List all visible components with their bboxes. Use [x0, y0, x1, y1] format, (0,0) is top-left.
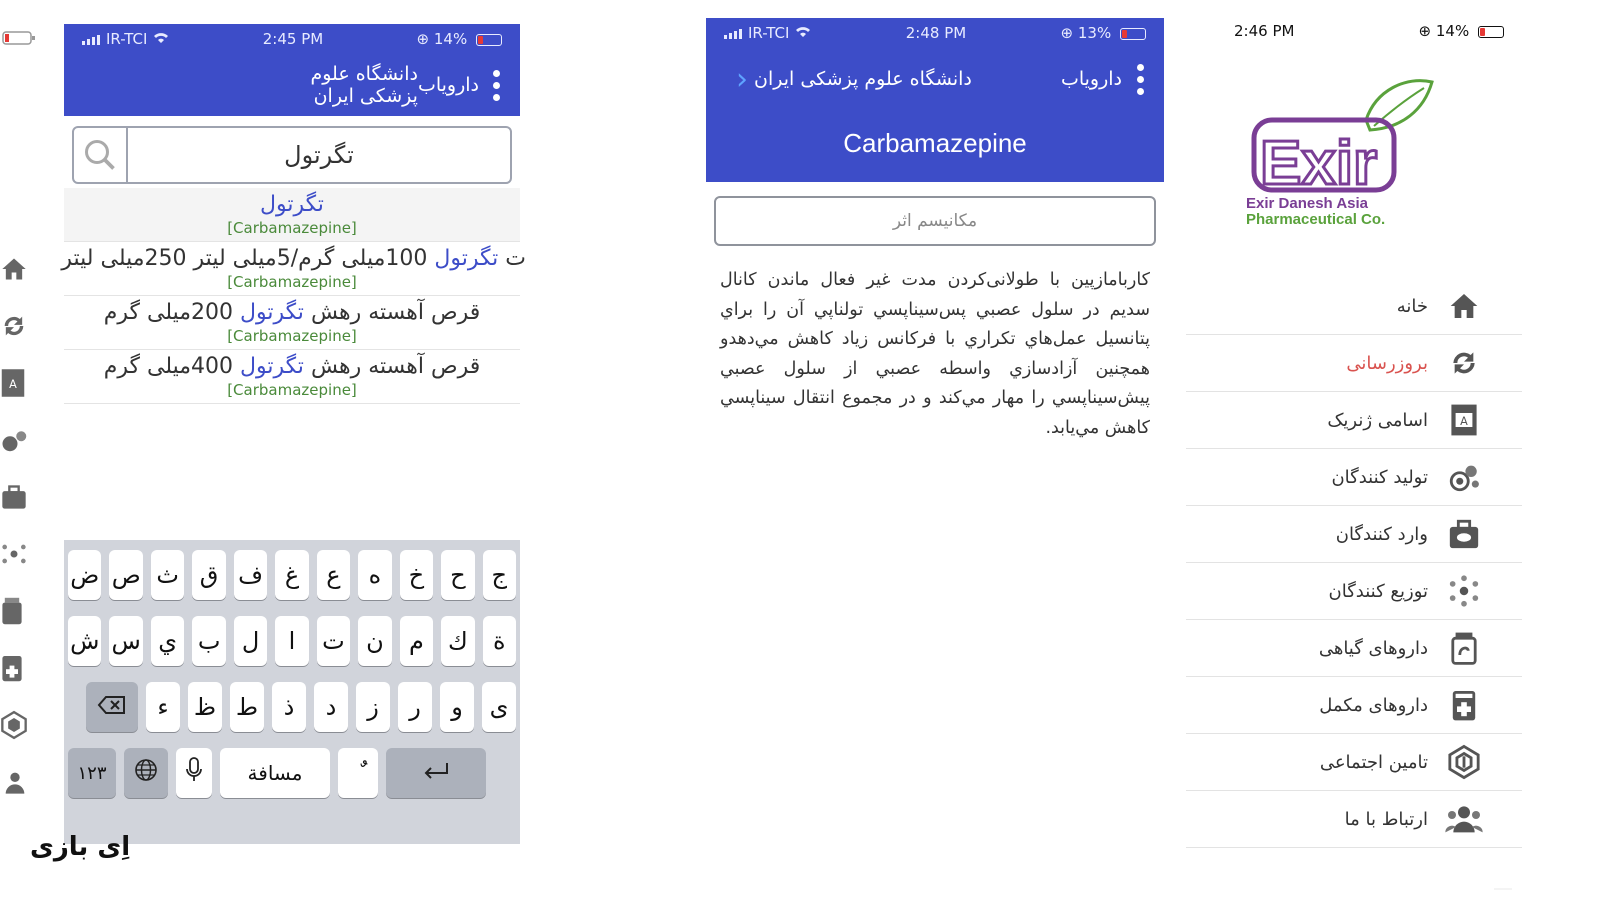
search-results-list	[61, 188, 526, 404]
numbers-key[interactable]: ۱۲۳	[68, 748, 116, 798]
menu-item-generic-names[interactable]	[1186, 392, 1522, 449]
refresh-icon	[0, 297, 40, 354]
menu-item-contact-us[interactable]	[1186, 791, 1522, 848]
result-item[interactable]	[61, 242, 526, 296]
result-item[interactable]	[64, 188, 520, 242]
keyboard-key[interactable]: ن	[358, 616, 391, 666]
network-icon	[0, 525, 40, 582]
keyboard-key[interactable]: خ	[400, 550, 433, 600]
status-time: 2:46 PM	[1234, 22, 1295, 40]
menu-item-label: داروهای مکمل	[1319, 694, 1428, 716]
keyboard-key[interactable]: ه	[358, 550, 391, 600]
globe-key[interactable]	[124, 748, 168, 798]
backspace-icon	[98, 693, 126, 721]
search-icon[interactable]	[74, 128, 128, 182]
menu-item-label: اسامی ژنریک	[1327, 409, 1428, 431]
keyboard-key[interactable]: ض	[68, 550, 101, 600]
menu-item-home[interactable]	[1186, 278, 1522, 335]
menu-item-label: بروزرسانی	[1346, 352, 1428, 374]
home-icon	[0, 240, 40, 297]
menu-item-label: داروهای گیاهی	[1318, 637, 1428, 659]
keyboard-key[interactable]: ت	[317, 616, 350, 666]
kebab-menu-icon[interactable]	[1136, 64, 1144, 95]
menu-item-label: وارد کنندگان	[1335, 523, 1428, 545]
result-suffix: 200میلی گرم	[103, 300, 234, 325]
return-key[interactable]	[386, 748, 486, 798]
result-brand: تگرتول	[260, 192, 324, 217]
menu-item-supplements[interactable]	[1186, 677, 1522, 734]
keyboard-key[interactable]: ل	[234, 616, 267, 666]
result-generic: [Carbamazepine]	[227, 381, 357, 399]
status-bar	[706, 18, 1164, 48]
keyboard-key[interactable]: ط	[230, 682, 264, 732]
mechanism-section-button[interactable]: مکانیسم اثر	[714, 196, 1156, 246]
svg-text:A: A	[9, 377, 17, 391]
insurance-shield-icon	[0, 696, 40, 753]
status-bar	[64, 24, 520, 54]
people-icon	[0, 753, 40, 810]
people-icon	[1446, 801, 1482, 837]
back-chevron-icon[interactable]: ‹	[736, 61, 748, 97]
space-key[interactable]: مسافة	[220, 748, 330, 798]
result-generic: [Carbamazepine]	[227, 327, 357, 345]
flask-icon	[0, 411, 40, 468]
status-time: 2:48 PM	[905, 24, 967, 42]
microphone-icon	[185, 757, 203, 789]
orientation-lock-icon: ⊕	[416, 30, 430, 48]
menu-item-label: تامین اجتماعی	[1319, 751, 1428, 773]
backspace-key[interactable]	[86, 682, 138, 732]
result-generic: [Carbamazepine]	[227, 219, 357, 237]
book-icon	[0, 354, 40, 411]
diacritic-key[interactable]	[338, 748, 378, 798]
network-icon	[1446, 573, 1482, 609]
carrier-label: IR-TCI	[748, 24, 790, 42]
keyboard-key[interactable]: ي	[151, 616, 184, 666]
search-screen	[61, 24, 526, 844]
keyboard-key[interactable]: س	[109, 616, 142, 666]
keyboard-key[interactable]: ة	[483, 616, 516, 666]
menu-item-label: تولید کنندگان	[1331, 466, 1428, 488]
keyboard-key[interactable]: ب	[192, 616, 225, 666]
search-input[interactable]	[128, 141, 510, 169]
keyboard-key[interactable]: ث	[151, 550, 184, 600]
keyboard-key[interactable]: ى	[482, 682, 516, 732]
medbag-icon	[1446, 516, 1482, 552]
keyboard-row-3	[64, 682, 520, 732]
herbal-jar-icon	[0, 582, 40, 639]
supplement-bottle-icon	[1446, 687, 1482, 723]
menu-item-manufacturers[interactable]	[1186, 449, 1522, 506]
kebab-menu-icon[interactable]	[493, 70, 500, 101]
signal-icon	[724, 28, 742, 39]
menu-item-label: توزیع کنندگان	[1328, 580, 1428, 602]
result-prefix: قرص آهسته رهش	[310, 354, 481, 379]
result-brand: تگرتول	[240, 300, 304, 325]
svg-text:A: A	[1460, 414, 1468, 428]
return-icon	[421, 759, 451, 787]
keyboard-key[interactable]: ر	[398, 682, 432, 732]
menu-item-label: ارتباط با ما	[1344, 808, 1428, 830]
logo-company-name	[1246, 196, 1385, 228]
arabic-keyboard	[64, 540, 520, 844]
status-time: 2:45 PM	[262, 30, 324, 48]
dictation-key[interactable]	[176, 748, 212, 798]
keyboard-key[interactable]: غ	[275, 550, 308, 600]
edge-icon-column	[0, 240, 40, 810]
mechanism-description: کاربامازپین با طولانی‌کردن مدت غیر فعال ماندن کانال سدیم در سلول عصبي پس‌سیناپسي تولناپي آن را براي پتانسیل عمل‌هاي تکراري با فرکانس زیاد کاهش مي‌دهدو همچنین آزادسازي واسطه عصبي از سلول عصبي پیش‌سیناپسي را مهار مي‌کند و در مجموع انتقال سیناپسي کاهش مي‌یابد.	[720, 270, 1150, 438]
keyboard-key[interactable]: ف	[234, 550, 267, 600]
search-bar	[72, 126, 512, 184]
insurance-shield-icon	[1446, 744, 1482, 780]
keyboard-key[interactable]: ا	[275, 616, 308, 666]
keyboard-key[interactable]: ج	[483, 550, 516, 600]
keyboard-key[interactable]: ع	[317, 550, 350, 600]
result-generic: [Carbamazepine]	[227, 273, 357, 291]
university-title: دانشگاه علوم پزشکی ایران	[754, 68, 972, 90]
battery-percent: 13%	[1077, 24, 1112, 42]
medbag-icon	[0, 468, 40, 525]
menu-item-importers[interactable]	[1186, 506, 1522, 563]
result-suffix: 400میلی گرم	[103, 354, 234, 379]
book-icon	[1446, 402, 1482, 438]
menu-item-herbal-drugs[interactable]	[1186, 620, 1522, 677]
logo-wordmark: Exir	[1260, 129, 1378, 198]
logo-line-2: Pharmaceutical Co.	[1246, 211, 1386, 228]
orientation-lock-icon: ⊕	[1060, 24, 1074, 42]
menu-item-distributors[interactable]	[1186, 563, 1522, 620]
battery-icon	[2, 30, 36, 50]
globe-icon	[134, 758, 158, 788]
result-brand: تگرتول	[240, 354, 304, 379]
status-bar	[1186, 8, 1522, 88]
battery-percent: 14%	[1435, 22, 1470, 40]
signal-icon	[82, 34, 100, 45]
refresh-icon	[1446, 345, 1482, 381]
battery-icon	[1120, 28, 1146, 40]
keyboard-key[interactable]: ظ	[188, 682, 222, 732]
result-item[interactable]	[64, 350, 520, 404]
keyboard-row-2	[64, 616, 520, 666]
app-header	[64, 24, 520, 116]
carrier-label: IR-TCI	[106, 30, 148, 48]
side-menu-list	[1186, 278, 1522, 848]
orientation-lock-icon: ⊕	[1418, 22, 1432, 40]
keyboard-key[interactable]: ش	[68, 616, 101, 666]
keyboard-key[interactable]: ز	[356, 682, 390, 732]
result-suffix: 100میلی گرم/5میلی لیتر 250میلی لیتر	[61, 246, 428, 271]
keyboard-row-1	[64, 550, 520, 600]
drug-title: Carbamazepine	[843, 128, 1027, 158]
flask-icon	[1446, 459, 1482, 495]
wifi-icon	[795, 24, 811, 42]
app-header	[706, 18, 1164, 182]
wifi-icon	[153, 30, 169, 48]
logo-line-1: Exir Danesh Asia	[1246, 195, 1368, 212]
menu-item-social-insurance[interactable]	[1186, 734, 1522, 791]
keyboard-key[interactable]: ذ	[272, 682, 306, 732]
keyboard-key[interactable]: و	[440, 682, 474, 732]
supplement-bottle-icon	[0, 639, 40, 696]
exir-logo	[1246, 80, 1466, 240]
keyboard-key[interactable]: ص	[109, 550, 142, 600]
battery-icon	[1478, 26, 1504, 38]
keyboard-key[interactable]: د	[314, 682, 348, 732]
battery-percent: 14%	[433, 30, 468, 48]
result-item[interactable]	[64, 296, 520, 350]
keyboard-key[interactable]: ء	[146, 682, 180, 732]
app-name: دارویاب	[1060, 68, 1122, 90]
menu-item-label: خانه	[1396, 295, 1428, 317]
app-name: دارویاب	[417, 74, 479, 96]
keyboard-key[interactable]: ك	[441, 616, 474, 666]
result-prefix: ت	[505, 246, 526, 271]
keyboard-key[interactable]: م	[400, 616, 433, 666]
drug-detail-screen	[706, 18, 1164, 818]
keyboard-key[interactable]: ق	[192, 550, 225, 600]
home-icon	[1446, 288, 1482, 324]
keyboard-row-bottom	[64, 748, 520, 798]
side-menu-screen	[1186, 8, 1522, 888]
result-brand: تگرتول	[434, 246, 499, 271]
menu-item-update[interactable]	[1186, 335, 1522, 392]
site-watermark-logo: اِی بازی	[30, 832, 131, 862]
result-prefix: قرص آهسته رهش	[310, 300, 481, 325]
battery-icon	[476, 34, 502, 46]
herbal-jar-icon	[1446, 630, 1482, 666]
keyboard-key[interactable]: ح	[441, 550, 474, 600]
university-title: دانشگاه علوم پزشکی ایران	[310, 63, 418, 107]
